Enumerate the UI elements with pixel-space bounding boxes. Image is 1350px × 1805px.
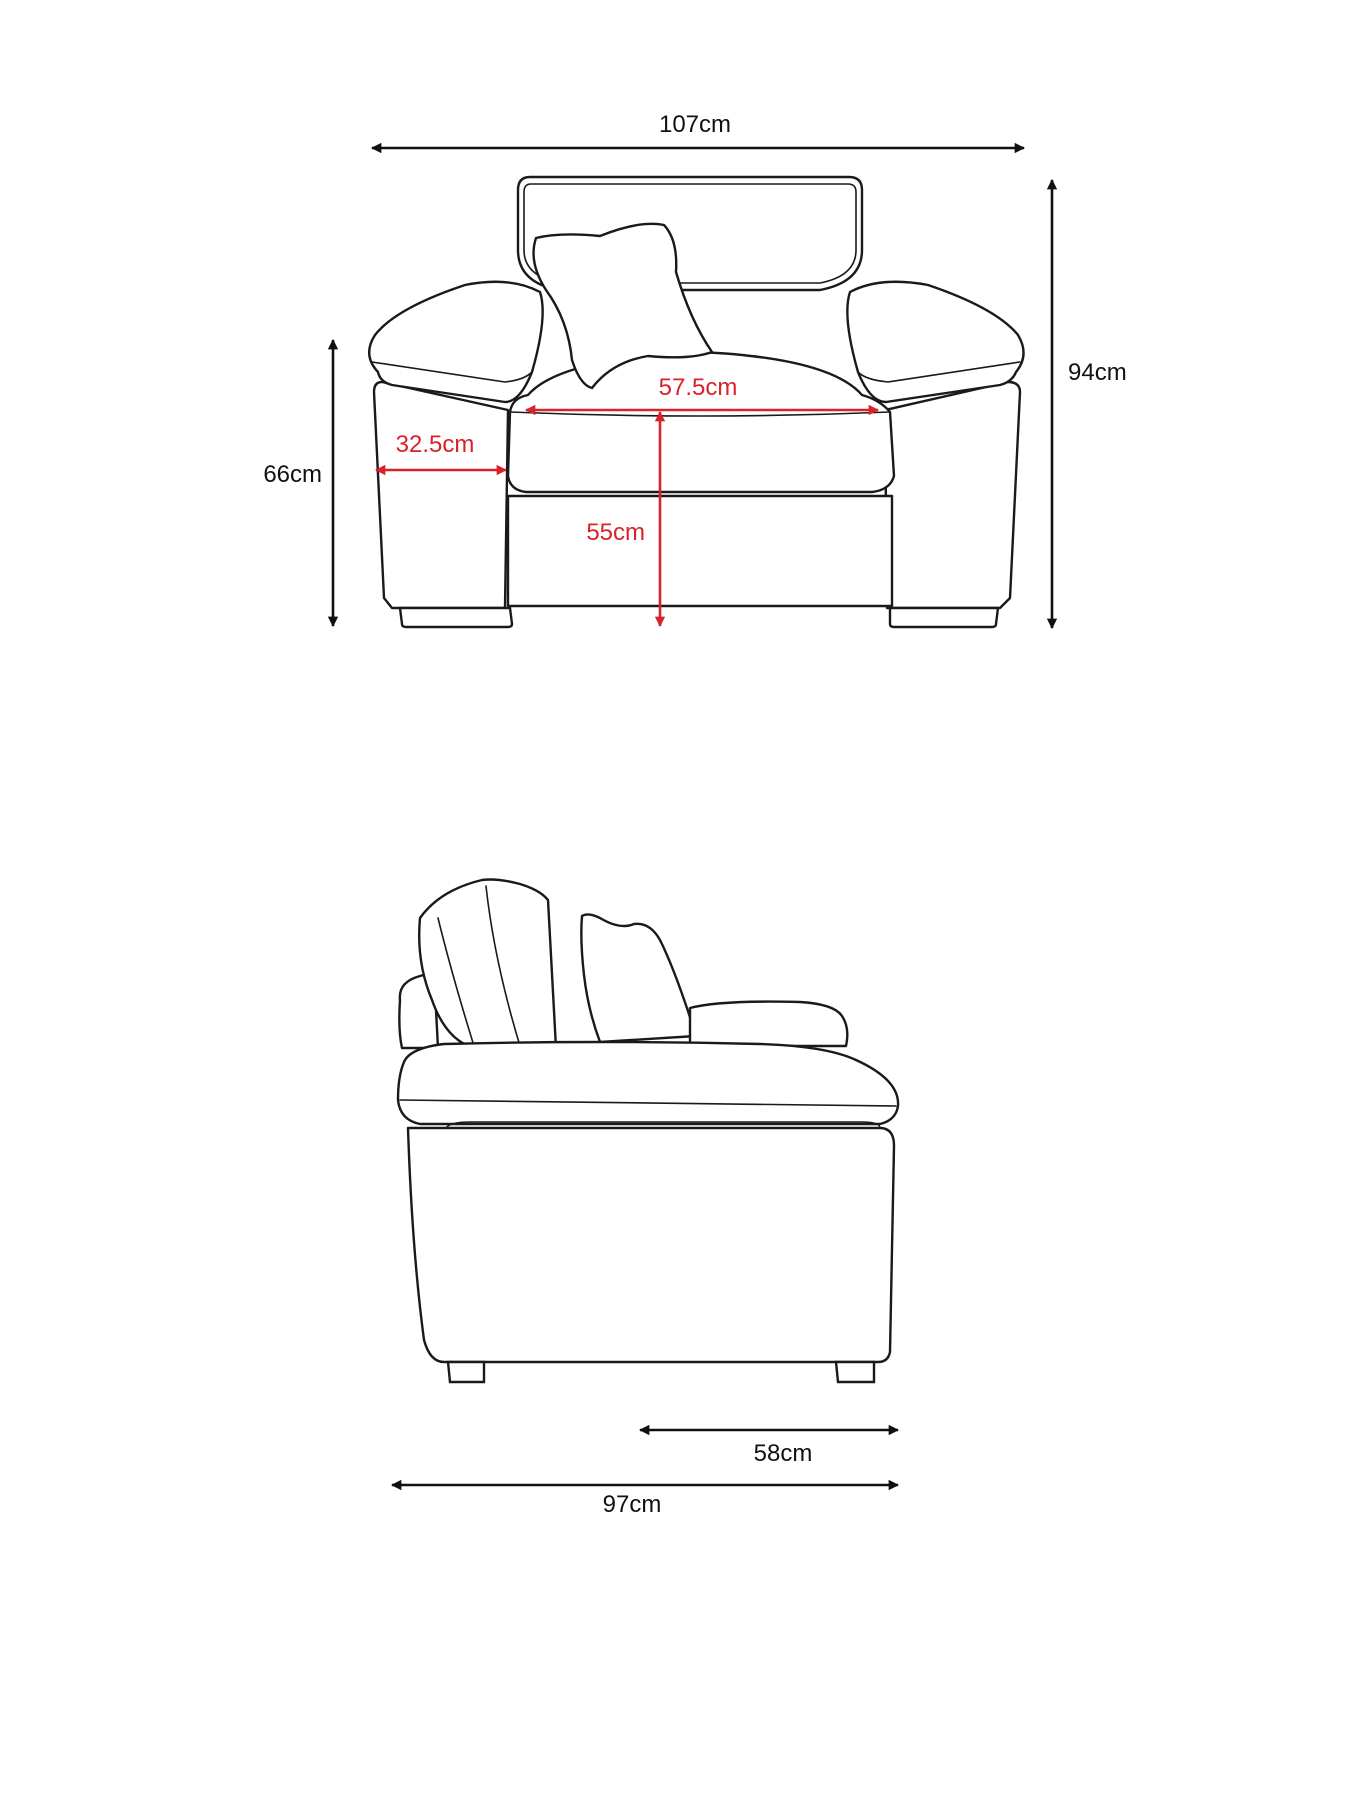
side-front-leg	[448, 1362, 484, 1382]
front-view	[263, 111, 1126, 628]
left-arm-body	[374, 382, 508, 608]
left-arm-pad	[369, 282, 542, 402]
overall-height-label: 94cm	[1068, 359, 1127, 386]
base-panel	[508, 496, 892, 606]
overall-depth-label: 97cm	[602, 1491, 662, 1518]
right-arm-body	[885, 382, 1020, 608]
seat-cushion	[508, 352, 894, 492]
side-base	[408, 1128, 894, 1362]
side-scatter-cushion	[581, 914, 696, 1042]
side-view	[392, 880, 898, 1519]
arm-height-label: 66cm	[263, 461, 322, 488]
side-armchair-drawing	[398, 880, 898, 1383]
seat-height-label: 55cm	[586, 519, 645, 546]
right-arm-pad	[847, 282, 1023, 402]
seat-width-label: 57.5cm	[658, 374, 738, 401]
front-left-leg	[400, 608, 512, 627]
side-seat-cushion	[398, 1042, 898, 1124]
side-arm-top	[690, 1002, 847, 1046]
side-back-leg	[836, 1362, 874, 1382]
arm-width-label: 32.5cm	[395, 431, 475, 458]
front-right-leg	[890, 608, 998, 627]
seat-depth-label: 58cm	[753, 1440, 813, 1467]
front-armchair-drawing	[369, 177, 1023, 627]
overall-width-label: 107cm	[658, 111, 732, 138]
